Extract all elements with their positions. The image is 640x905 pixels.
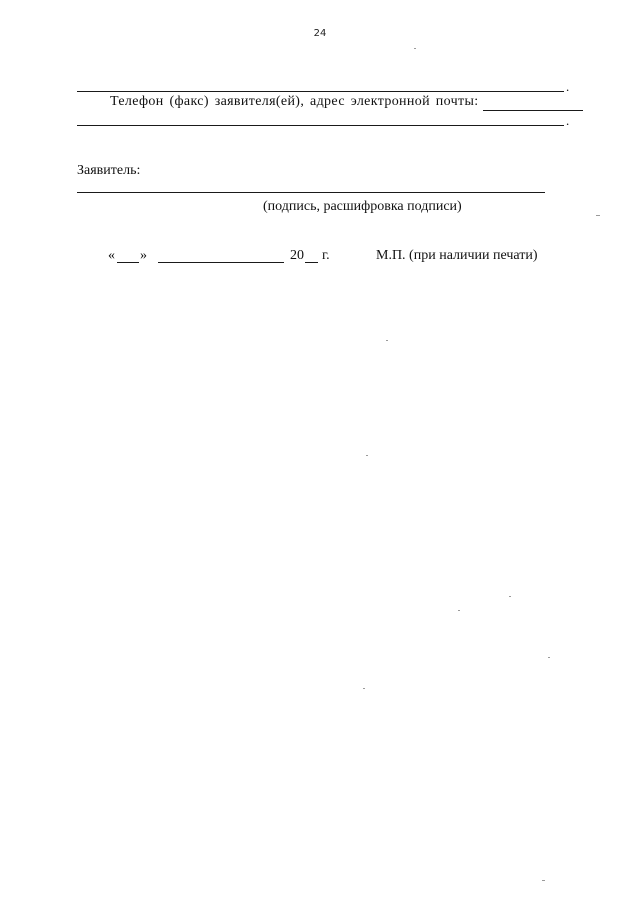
scan-speck (458, 610, 460, 611)
date-month-blank (158, 262, 284, 263)
date-close-quote: » (140, 248, 147, 263)
scan-speck (363, 688, 365, 689)
phone-email-blank-line (483, 110, 583, 111)
applicant-label: Заявитель: (77, 163, 141, 178)
scan-speck (386, 340, 388, 341)
scan-speck (542, 880, 545, 881)
page-number: 24 (313, 28, 327, 39)
phone-email-label: Телефон (факс) заявителя(ей), адрес электронной почты: (110, 94, 479, 109)
date-year-suffix: г. (322, 248, 330, 263)
scan-speck (366, 455, 368, 456)
date-day-blank (117, 262, 139, 263)
phone-email-line-end-mark: . (566, 113, 570, 128)
date-open-quote: « (108, 248, 115, 263)
signature-caption: (подпись, расшифровка подписи) (263, 199, 462, 214)
scan-speck (414, 48, 416, 49)
scan-speck (548, 657, 550, 658)
phone-email-continuation-line (77, 125, 564, 126)
seal-note: М.П. (при наличии печати) (376, 248, 538, 263)
applicant-signature-line (77, 192, 545, 193)
address-line-end-mark: . (566, 79, 570, 94)
address-blank-line (77, 91, 564, 92)
scan-speck (596, 215, 600, 216)
date-year-prefix: 20 (290, 248, 304, 263)
scan-speck (509, 596, 511, 597)
date-year-blank (305, 262, 318, 263)
